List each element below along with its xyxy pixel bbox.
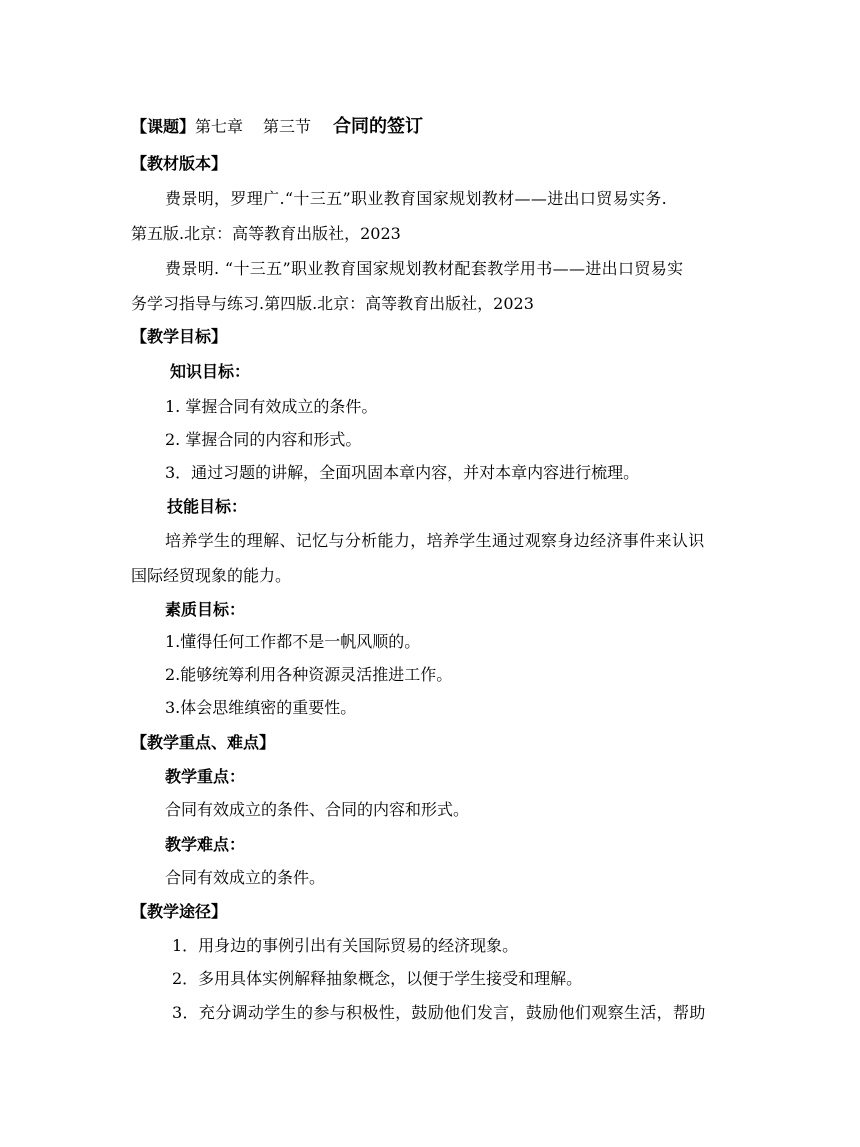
difficult-points-heading: 教学难点： (165, 835, 246, 854)
focus-heading: 【教学重点、难点】 (131, 733, 276, 752)
lesson-title-line (131, 117, 423, 137)
quality-item: 3.体会思维缜密的重要性。 (165, 698, 357, 717)
quality-item: 1.懂得任何工作都不是一帆风顺的。 (165, 632, 421, 651)
key-points-text: 合同有效成立的条件、合同的内容和形式。 (165, 800, 470, 819)
approach-item: 3．充分调动学生的参与积极性，鼓励他们发言，鼓励他们观察生活，帮助 (172, 1003, 706, 1022)
approach-heading: 【教学途径】 (131, 902, 228, 921)
skill-text-line-2: 国际经贸现象的能力。 (131, 566, 292, 585)
textbook-ref-2-line-2: 务学习指导与练习.第四版.北京：高等教育出版社，2023 (131, 294, 534, 313)
knowledge-item: 1. 掌握合同有效成立的条件。 (165, 397, 378, 416)
lesson-chapter: 第七章 (195, 117, 244, 136)
objectives-heading: 【教学目标】 (131, 327, 228, 346)
difficult-points-text: 合同有效成立的条件。 (165, 868, 326, 887)
skill-text-line-1: 培养学生的理解、记忆与分析能力，培养学生通过观察身边经济事件来认识 (165, 531, 705, 550)
knowledge-item: 3．通过习题的讲解，全面巩固本章内容，并对本章内容进行梳理。 (165, 463, 640, 482)
knowledge-heading: 知识目标： (170, 362, 251, 381)
textbook-ref-1-line-2: 第五版.北京：高等教育出版社，2023 (131, 224, 401, 243)
lesson-title-label: 【课题】 (131, 117, 196, 136)
quality-item: 2.能够统筹利用各种资源灵活推进工作。 (165, 665, 453, 684)
approach-item: 1．用身边的事例引出有关国际贸易的经济现象。 (172, 936, 519, 955)
textbook-ref-2-line-1: 费景明. “十三五”职业教育国家规划教材配套教学用书——进出口贸易实 (165, 259, 684, 278)
textbook-heading: 【教材版本】 (131, 154, 228, 173)
lesson-section: 第三节 (263, 117, 312, 136)
knowledge-item: 2. 掌握合同的内容和形式。 (165, 430, 362, 449)
key-points-heading: 教学重点： (165, 767, 246, 786)
quality-heading: 素质目标： (165, 600, 246, 619)
skill-heading: 技能目标： (167, 497, 248, 516)
textbook-ref-1-line-1: 费景明，罗理广.“十三五”职业教育国家规划教材——进出口贸易实务. (165, 189, 668, 208)
approach-item: 2．多用具体实例解释抽象概念，以便于学生接受和理解。 (172, 969, 583, 988)
lesson-topic: 合同的签订 (333, 116, 424, 137)
